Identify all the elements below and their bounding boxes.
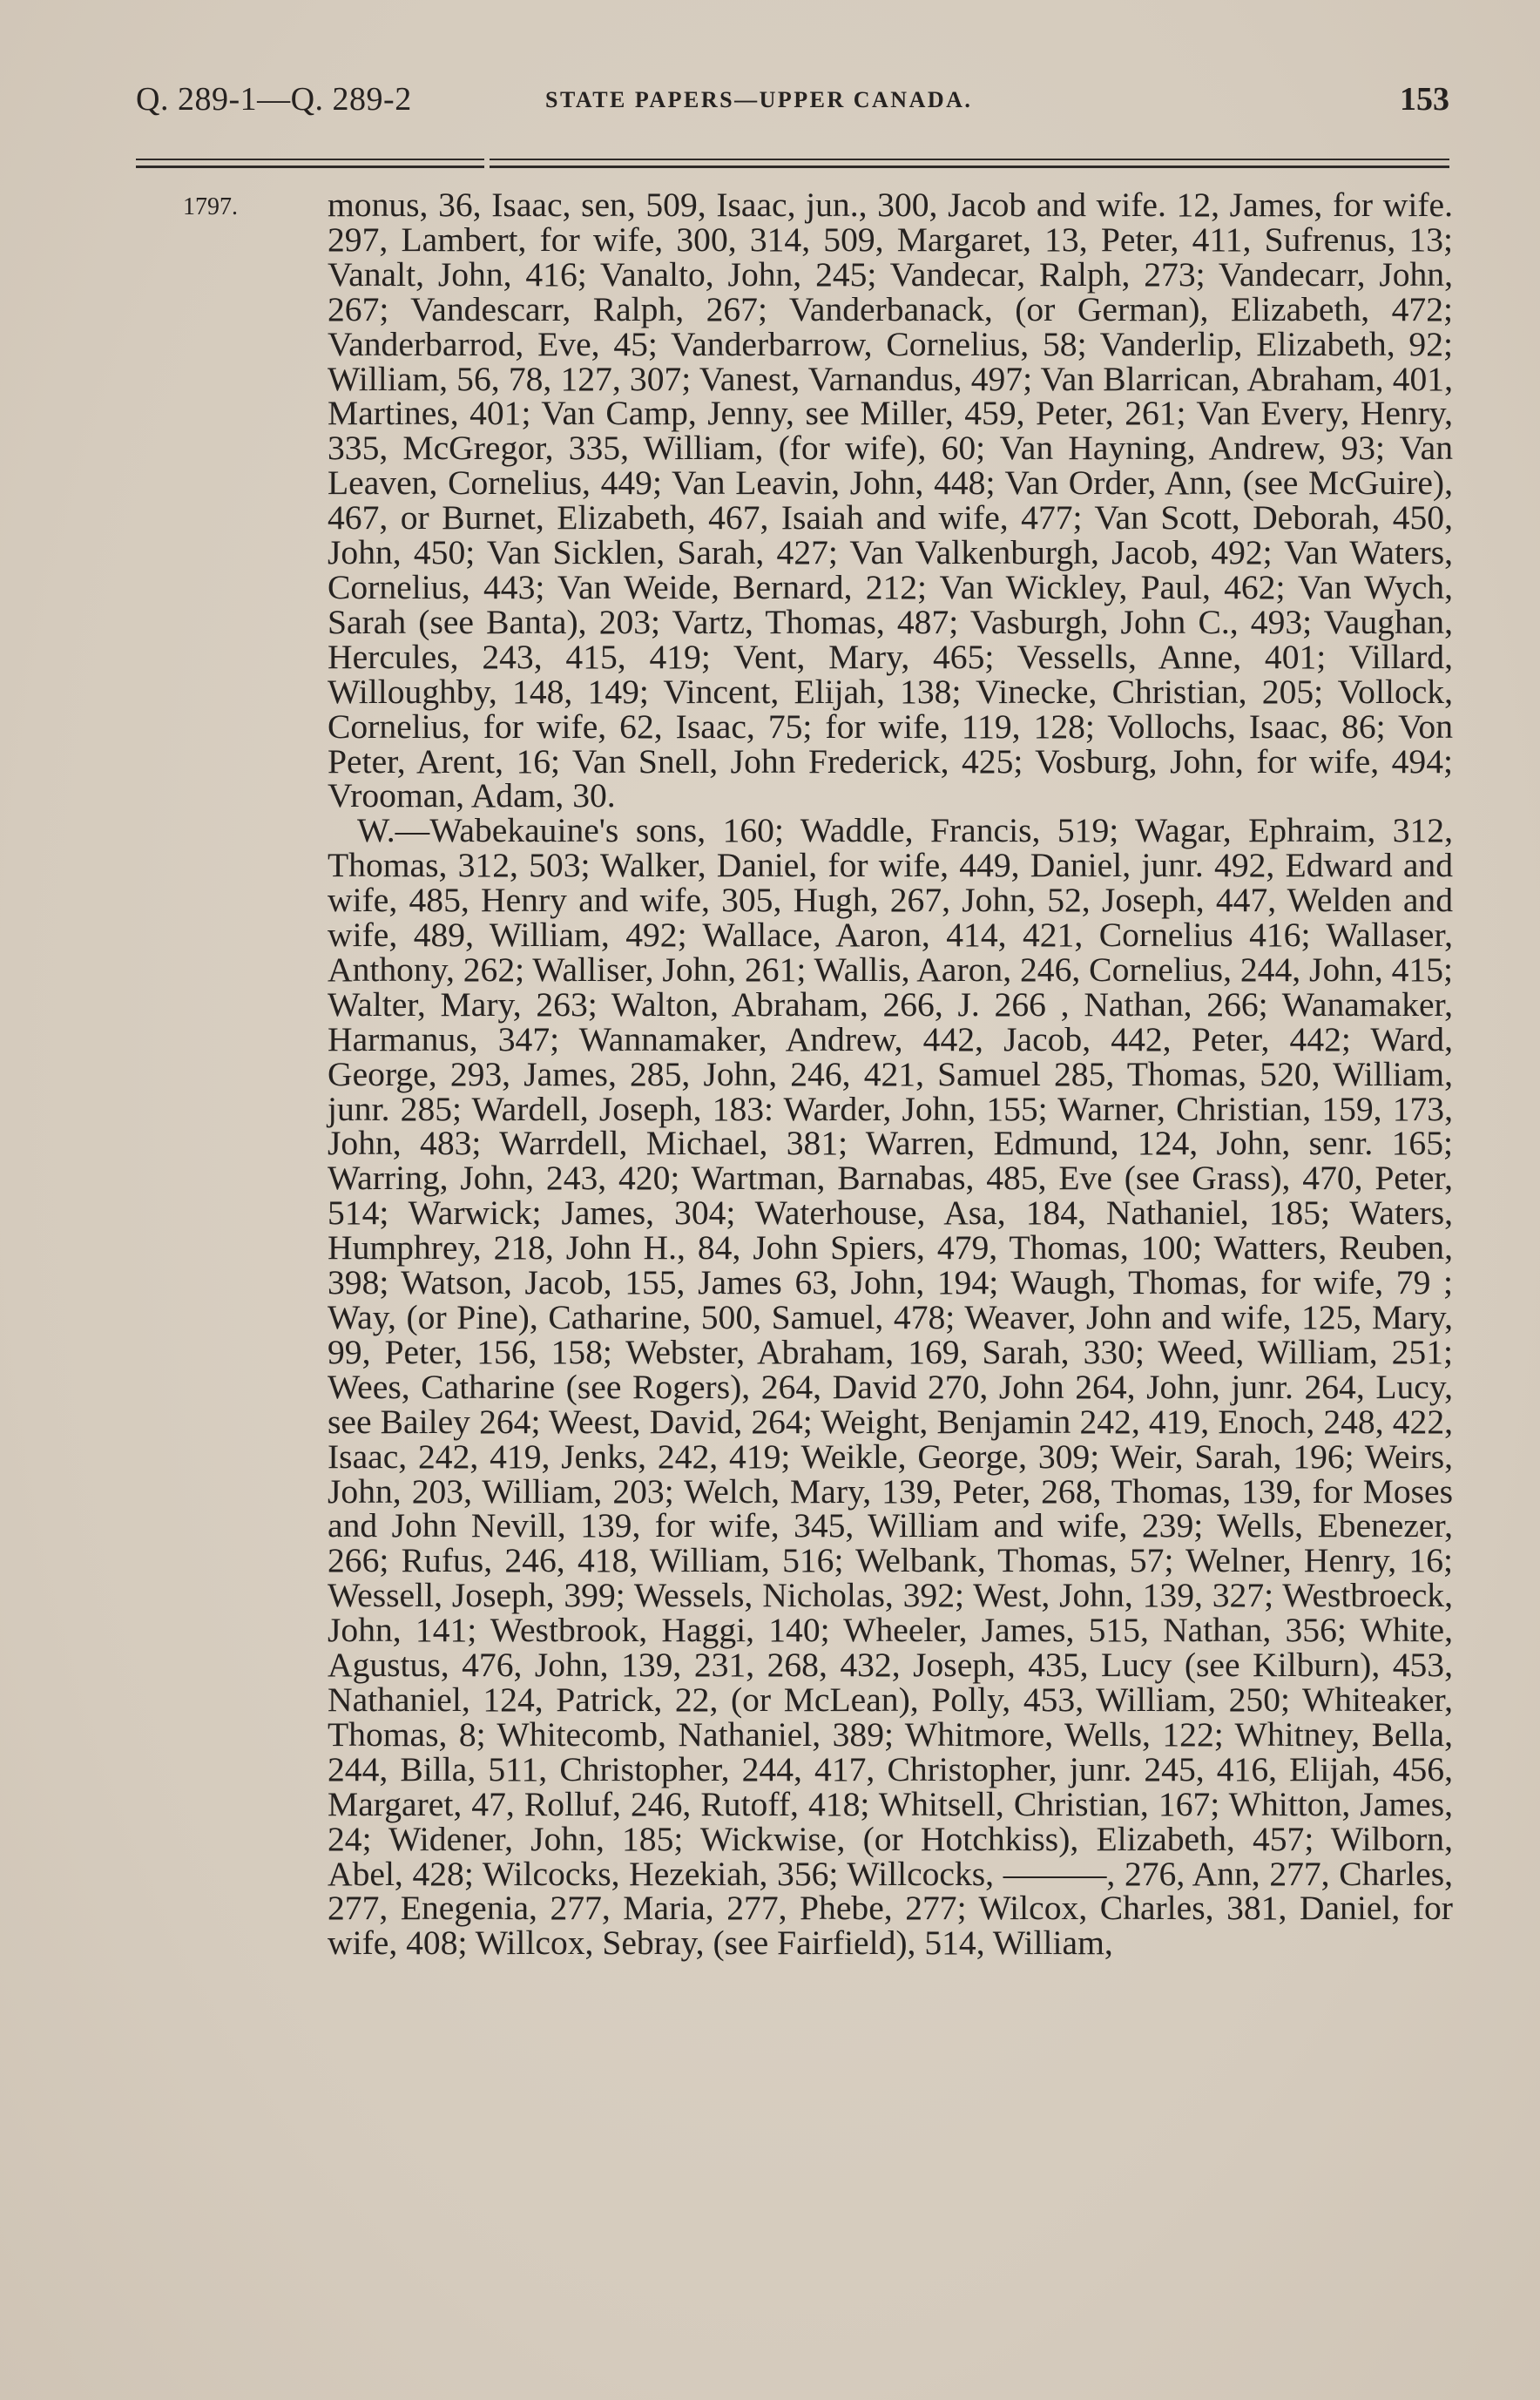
index-paragraph-v: monus, 36, Isaac, sen, 509, Isaac, jun., 300, Jacob and wife. 12, James, for wife. 297, Lambert, for wife, 300, 314, 509, Margaret, 13, Peter, 411, Sufrenus, 13; Vanalt, John, 416; Vanalto, John, 245; Vandecar, Ralph, 273; Vandecarr, John, 267; Vandescarr, Ralph, 267; Vanderbanack, (or German), Elizabeth, 472; Vanderbarrod, Eve, 45; Vanderbarrow, Cornelius, 58; Vanderlip, Elizabeth, 92; William, 56, 78, 127, 307; Vanest, Varnandus, 497; Van Blarrican, Abraham, 401, Martines, 401; Van Camp, Jenny, see Miller, 459, Peter, 261; Van Every, Henry, 335, McGregor, 335, William, (for wife), 60; Van Hayning, Andrew, 93; Van Leaven, Cornelius, 449; Van Leavin, John, 448; Van Order, Ann, (see McGuire), 467, or Burnet, Elizabeth, 467, Isaiah and wife, 477; Van Scott, Deborah, 450, John, 450; Van Sicklen, Sarah, 427; Van Valkenburgh, Jacob, 492; Van Waters, Cornelius, 443; Van Weide, Bernard, 212; Van Wickley, Paul, 462; Van Wych, Sarah (see Banta), 203; Vartz, Thomas, 487; Vasburgh, John C., 493; Vaughan, Hercules, 243, 415, 419; Vent, Mary, 465; Vessells, Anne, 401; Villard, Willoughby, 148, 149; Vincent, Elijah, 138; Vinecke, Christian, 205; Vollock, Cornelius, for wife, 62, Isaac, 75; for wife, 119, 128; Vollochs, Isaac, 86; Von Peter, Arent, 16; Van Snell, John Frederick, 425; Vosburg, John, for wife, 494; Vrooman, Adam, 30. <box>328 186 1453 815</box>
archive-reference: Q. 289-1—Q. 289-2 <box>136 81 412 118</box>
index-text <box>328 188 1453 1961</box>
running-header <box>136 80 1449 124</box>
page-number: 153 <box>1400 81 1449 118</box>
running-title: STATE PAPERS—UPPER CANADA. <box>545 87 973 112</box>
header-rule <box>136 155 1449 171</box>
index-paragraph-w: W.—Wabekauine's sons, 160; Waddle, Francis, 519; Wagar, Ephraim, 312, Thomas, 312, 503; Walker, Daniel, for wife, 449, Daniel, junr. 492, Edward and wife, 485, Henry and wife, 305, Hugh, 267, John, 52, Joseph, 447, Welden and wife, 489, William, 492; Wallace, Aaron, 414, 421, Cornelius 416; Wallaser, Anthony, 262; Walliser, John, 261; Wallis, Aaron, 246, Cornelius, 244, John, 415; Walter, Mary, 263; Walton, Abraham, 266, J. 266 , Nathan, 266; Wanamaker, Harmanus, 347; Wannamaker, Andrew, 442, Jacob, 442, Peter, 442; Ward, George, 293, James, 285, John, 246, 421, Samuel 285, Thomas, 520, William, junr. 285; Wardell, Joseph, 183: Warder, John, 155; Warner, Christian, 159, 173, John, 483; Warrdell, Michael, 381; Warren, Edmund, 124, John, senr. 165; Warring, John, 243, 420; Wartman, Barnabas, 485, Eve (see Grass), 470, Peter, 514; Warwick; James, 304; Waterhouse, Asa, 184, Nathaniel, 185; Waters, Humphrey, 218, John H., 84, John Spiers, 479, Thomas, 100; Watters, Reuben, 398; Watson, Jacob, 155, James 63, John, 194; Waugh, Thomas, for wife, 79 ; Way, (or Pine), Catharine, 500, Samuel, 478; Weaver, John and wife, 125, Mary, 99, Peter, 156, 158; Webster, Abraham, 169, Sarah, 330; Weed, William, 251; Wees, Catharine (see Rogers), 264, David 270, John 264, John, junr. 264, Lucy, see Bailey 264; Weest, David, 264; Weight, Benjamin 242, 419, Enoch, 248, 422, Isaac, 242, 419, Jenks, 242, 419; Weikle, George, 309; Weir, Sarah, 196; Weirs, John, 203, William, 203; Welch, Mary, 139, Peter, 268, Thomas, 139, for Moses and John Nevill, 139, for wife, 345, William and wife, 239; Wells, Ebenezer, 266; Rufus, 246, 418, William, 516; Welbank, Thomas, 57; Welner, Henry, 16; Wessell, Joseph, 399; Wessels, Nicholas, 392; West, John, 139, 327; Westbroeck, John, 141; Westbrook, Haggi, 140; Wheeler, James, 515, Nathan, 356; White, Agustus, 476, John, 139, 231, 268, 432, Joseph, 435, Lucy (see Kilburn), 453, Nathaniel, 124, Patrick, 22, (or McLean), Polly, 453, William, 250; Whiteaker, Thomas, 8; Whitecomb, Nathaniel, 389; Whitmore, Wells, 122; Whitney, Bella, 244, Billa, 511, Christopher, 244, 417, Christopher, junr. 245, 416, Elijah, 456, Margaret, 47, Rolluf, 246, Rutoff, 418; Whitsell, Christian, 167; Whitton, James, 24; Widener, John, 185; Wickwise, (or Hotchkiss), Elizabeth, 457; Wilborn, Abel, 428; Wilcocks, Hezekiah, 356; Willcocks, ———, 276, Ann, 277, Charles, 277, Enegenia, 277, Maria, 277, Phebe, 277; Wilcox, Charles, 381, Daniel, for wife, 408; Willcox, Sebray, (see Fairfield), 514, William, <box>328 811 1453 1963</box>
margin-year: 1797. <box>183 193 238 220</box>
